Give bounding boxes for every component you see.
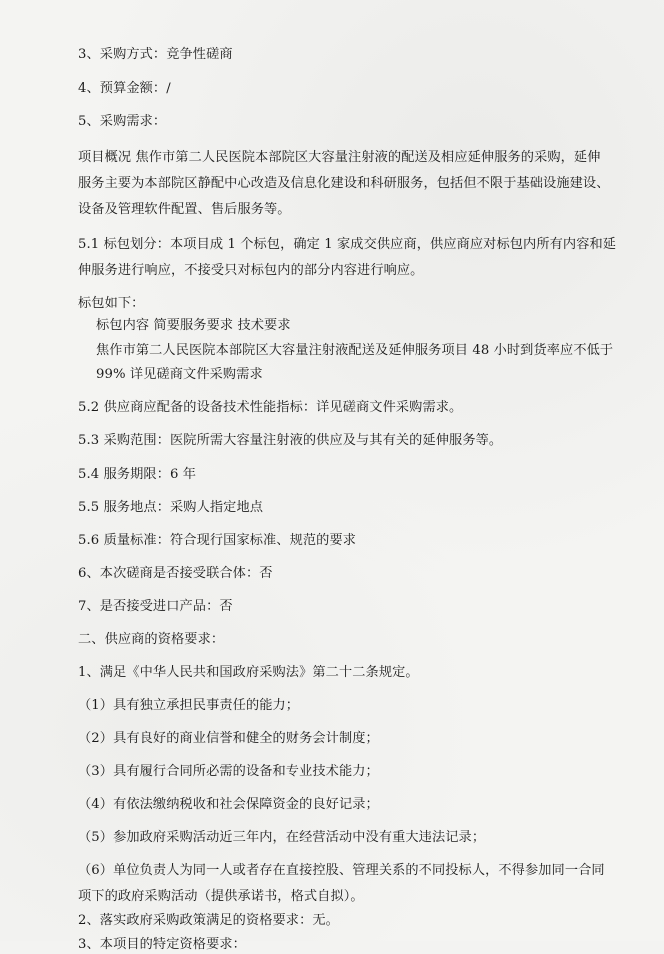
service-period-line: 5.4 服务期限：6 年 [78, 467, 197, 482]
procurement-scope-line: 5.3 采购范围：医院所需大容量注射液的供应及与其有关的延伸服务等。 [78, 433, 503, 448]
law-requirement-line: 1、满足《中华人民共和国政府采购法》第二十二条规定。 [78, 665, 419, 680]
consortium-line: 6、本次磋商是否接受联合体：否 [78, 566, 273, 581]
procurement-method-line: 3、采购方式：竞争性磋商 [78, 47, 233, 62]
project-overview-line-3: 设备及管理软件配置、售后服务等。 [78, 202, 291, 217]
equipment-spec-line: 5.2 供应商应配备的设备技术性能指标：详见磋商文件采购需求。 [78, 400, 463, 415]
package-division-line-1: 5.1 标包划分：本项目成 1 个标包，确定 1 家成交供应商，供应商应对标包内所有内容和延 [78, 237, 617, 252]
qualification-item-6-line-1: （6）单位负责人为同一人或者存在直接控股、管理关系的不同投标人，不得参加同一合同 [78, 863, 605, 878]
qualification-item-6-line-2: 项下的政府采购活动（提供承诺书，格式自拟）。 [78, 889, 364, 904]
package-list-heading: 标包如下： [78, 296, 145, 311]
specific-qualification-heading: 3、本项目的特定资格要求： [78, 937, 246, 952]
service-location-line: 5.5 服务地点：采购人指定地点 [78, 500, 264, 515]
package-table-header: 标包内容 简要服务要求 技术要求 [96, 318, 291, 333]
imported-products-line: 7、是否接受进口产品：否 [78, 599, 233, 614]
package-row-line-1: 焦作市第二人民医院本部院区大容量注射液配送及延伸服务项目 48 小时到货率应不低于 [96, 343, 614, 358]
quality-standard-line: 5.6 质量标准：符合现行国家标准、规范的要求 [78, 533, 357, 548]
qualification-item-5: （5）参加政府采购活动近三年内，在经营活动中没有重大违法记录； [78, 830, 486, 845]
package-division-line-2: 伸服务进行响应，不接受只对标包内的部分内容进行响应。 [78, 263, 424, 278]
project-overview-line-2: 服务主要为本部院区静配中心改造及信息化建设和科研服务，包括但不限于基础设施建设、 [78, 176, 610, 191]
project-overview-line-1: 项目概况 焦作市第二人民医院本部院区大容量注射液的配送及相应延伸服务的采购，延伸 [78, 150, 601, 165]
qualification-item-2: （2）具有良好的商业信誉和健全的财务会计制度； [78, 731, 379, 746]
qualification-item-3: （3）具有履行合同所必需的设备和专业技术能力； [78, 764, 379, 779]
supplier-qualification-heading: 二、供应商的资格要求： [78, 632, 225, 647]
procurement-needs-heading: 5、采购需求： [78, 114, 167, 129]
qualification-item-4: （4）有依法缴纳税收和社会保障资金的良好记录； [78, 797, 379, 812]
qualification-item-1: （1）具有独立承担民事责任的能力； [78, 698, 300, 713]
package-row-line-2: 99% 详见磋商文件采购需求 [96, 367, 263, 382]
policy-requirement-line: 2、落实政府采购政策满足的资格要求：无。 [78, 913, 339, 928]
budget-amount-line: 4、预算金额：/ [78, 81, 171, 96]
